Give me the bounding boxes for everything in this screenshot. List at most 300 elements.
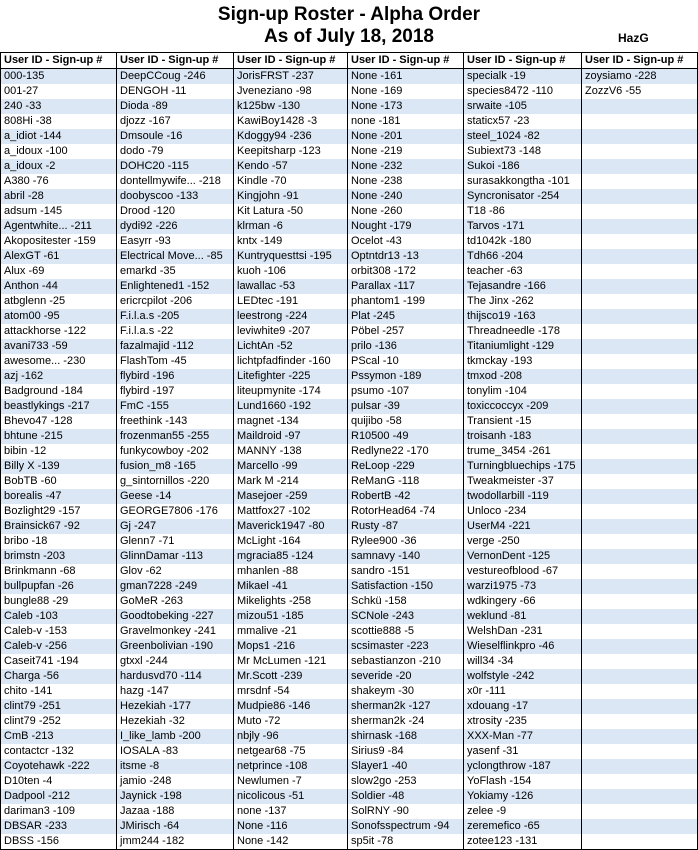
- header: [0, 0, 698, 52]
- roster-cell: Goodtobeking -227: [117, 609, 234, 624]
- table-row: [1, 384, 698, 399]
- roster-cell: Tdh66 -204: [464, 249, 582, 264]
- roster-cell: Kit Latura -50: [234, 204, 348, 219]
- roster-cell: [582, 819, 698, 834]
- roster-cell: Bhevo47 -128: [1, 414, 117, 429]
- roster-cell: sherman2k -127: [348, 699, 464, 714]
- table-row: [1, 624, 698, 639]
- roster-cell: Titaniumlight -129: [464, 339, 582, 354]
- column-header: User ID - Sign-up #: [464, 53, 582, 69]
- table-row: [1, 114, 698, 129]
- roster-cell: doobyscoo -133: [117, 189, 234, 204]
- roster-cell: R10500 -49: [348, 429, 464, 444]
- roster-cell: Anthon -44: [1, 279, 117, 294]
- roster-cell: mizou51 -185: [234, 609, 348, 624]
- roster-cell: Kindle -70: [234, 174, 348, 189]
- roster-cell: Glov -62: [117, 564, 234, 579]
- roster-cell: troisanh -183: [464, 429, 582, 444]
- table-row: [1, 489, 698, 504]
- roster-cell: Agentwhite... -211: [1, 219, 117, 234]
- roster-cell: Bozlight29 -157: [1, 504, 117, 519]
- roster-cell: a_idoux -100: [1, 144, 117, 159]
- roster-cell: azj -162: [1, 369, 117, 384]
- roster-cell: FmC -155: [117, 399, 234, 414]
- roster-cell: KawiBoy1428 -3: [234, 114, 348, 129]
- roster-cell: XXX-Man -77: [464, 729, 582, 744]
- roster-cell: verge -250: [464, 534, 582, 549]
- table-row: [1, 249, 698, 264]
- roster-cell: Caleb -103: [1, 609, 117, 624]
- roster-cell: contactcr -132: [1, 744, 117, 759]
- roster-cell: Nought -179: [348, 219, 464, 234]
- roster-cell: Badground -184: [1, 384, 117, 399]
- roster-cell: D10ten -4: [1, 774, 117, 789]
- roster-cell: avani733 -59: [1, 339, 117, 354]
- roster-cell: mmalive -21: [234, 624, 348, 639]
- roster-cell: shirnask -168: [348, 729, 464, 744]
- roster-cell: GEORGE7806 -176: [117, 504, 234, 519]
- roster-cell: x0r -111: [464, 684, 582, 699]
- roster-cell: Gj -247: [117, 519, 234, 534]
- roster-body: [1, 69, 698, 850]
- roster-cell: will34 -34: [464, 654, 582, 669]
- roster-cell: [582, 594, 698, 609]
- roster-cell: Parallax -117: [348, 279, 464, 294]
- table-row: [1, 579, 698, 594]
- roster-cell: Greenbolivian -190: [117, 639, 234, 654]
- roster-cell: JMirisch -64: [117, 819, 234, 834]
- roster-cell: MANNY -138: [234, 444, 348, 459]
- roster-cell: bullpupfan -26: [1, 579, 117, 594]
- roster-cell: Transient -15: [464, 414, 582, 429]
- roster-cell: Gravelmonkey -241: [117, 624, 234, 639]
- roster-cell: sebastianzon -210: [348, 654, 464, 669]
- roster-cell: [582, 99, 698, 114]
- roster-cell: Charga -56: [1, 669, 117, 684]
- roster-cell: UserM4 -221: [464, 519, 582, 534]
- roster-cell: liteupmynite -174: [234, 384, 348, 399]
- roster-cell: Pssymon -189: [348, 369, 464, 384]
- table-row: [1, 369, 698, 384]
- roster-cell: Schkü -158: [348, 594, 464, 609]
- roster-cell: flybird -196: [117, 369, 234, 384]
- roster-cell: [582, 714, 698, 729]
- roster-cell: brimstn -203: [1, 549, 117, 564]
- roster-cell: [582, 744, 698, 759]
- roster-cell: Rusty -87: [348, 519, 464, 534]
- roster-cell: zeremefico -65: [464, 819, 582, 834]
- column-header: User ID - Sign-up #: [348, 53, 464, 69]
- roster-cell: YoFlash -154: [464, 774, 582, 789]
- roster-cell: Alux -69: [1, 264, 117, 279]
- roster-cell: lawallac -53: [234, 279, 348, 294]
- roster-cell: None -142: [234, 834, 348, 850]
- roster-cell: [582, 834, 698, 850]
- roster-cell: mrsdnf -54: [234, 684, 348, 699]
- roster-cell: toxiccoccyx -209: [464, 399, 582, 414]
- table-row: [1, 804, 698, 819]
- roster-cell: [582, 774, 698, 789]
- roster-cell: prilo -136: [348, 339, 464, 354]
- roster-cell: Redlyne22 -170: [348, 444, 464, 459]
- table-row: [1, 774, 698, 789]
- roster-cell: Mudpie86 -146: [234, 699, 348, 714]
- roster-cell: Kingjohn -91: [234, 189, 348, 204]
- roster-cell: [582, 219, 698, 234]
- author-label: HazG: [618, 31, 649, 45]
- roster-cell: atom00 -95: [1, 309, 117, 324]
- roster-cell: [582, 474, 698, 489]
- roster-cell: AlexGT -61: [1, 249, 117, 264]
- column-header: User ID - Sign-up #: [1, 53, 117, 69]
- roster-cell: F.i.l.a.s -205: [117, 309, 234, 324]
- roster-cell: borealis -47: [1, 489, 117, 504]
- roster-cell: mgracia85 -124: [234, 549, 348, 564]
- roster-cell: [582, 369, 698, 384]
- roster-cell: tonylim -104: [464, 384, 582, 399]
- roster-cell: Hezekiah -177: [117, 699, 234, 714]
- roster-cell: Mr.Scott -239: [234, 669, 348, 684]
- roster-cell: F.i.l.a.s -22: [117, 324, 234, 339]
- table-row: [1, 99, 698, 114]
- roster-cell: [582, 339, 698, 354]
- roster-cell: adsum -145: [1, 204, 117, 219]
- roster-cell: McLight -164: [234, 534, 348, 549]
- roster-cell: [582, 249, 698, 264]
- roster-cell: Brinkmann -68: [1, 564, 117, 579]
- roster-cell: [582, 204, 698, 219]
- roster-cell: Sirius9 -84: [348, 744, 464, 759]
- roster-cell: leestrong -224: [234, 309, 348, 324]
- roster-cell: djozz -167: [117, 114, 234, 129]
- roster-cell: [582, 354, 698, 369]
- roster-cell: Wieselflinkpro -46: [464, 639, 582, 654]
- roster-cell: gtxxl -244: [117, 654, 234, 669]
- roster-cell: [582, 684, 698, 699]
- roster-cell: [582, 609, 698, 624]
- roster-cell: [582, 699, 698, 714]
- roster-cell: steel_1024 -82: [464, 129, 582, 144]
- roster-cell: freethink -143: [117, 414, 234, 429]
- roster-cell: clint79 -251: [1, 699, 117, 714]
- roster-cell: jmm244 -182: [117, 834, 234, 850]
- roster-cell: Coyotehawk -222: [1, 759, 117, 774]
- table-row: [1, 189, 698, 204]
- roster-cell: Kdoggy94 -236: [234, 129, 348, 144]
- roster-cell: GlinnDamar -113: [117, 549, 234, 564]
- roster-cell: [582, 549, 698, 564]
- roster-cell: frozenman55 -255: [117, 429, 234, 444]
- roster-cell: Tejasandre -166: [464, 279, 582, 294]
- table-row: [1, 564, 698, 579]
- roster-cell: [582, 384, 698, 399]
- table-row: [1, 789, 698, 804]
- roster-cell: shakeym -30: [348, 684, 464, 699]
- column-header: User ID - Sign-up #: [234, 53, 348, 69]
- roster-cell: abril -28: [1, 189, 117, 204]
- roster-cell: Hezekiah -32: [117, 714, 234, 729]
- roster-cell: LichtAn -52: [234, 339, 348, 354]
- roster-cell: RotorHead64 -74: [348, 504, 464, 519]
- roster-cell: severide -20: [348, 669, 464, 684]
- roster-cell: [582, 639, 698, 654]
- table-row: [1, 444, 698, 459]
- roster-cell: Glenn7 -71: [117, 534, 234, 549]
- table-row: [1, 234, 698, 249]
- roster-cell: leviwhite9 -207: [234, 324, 348, 339]
- roster-cell: nicolicous -51: [234, 789, 348, 804]
- roster-cell: 000-135: [1, 69, 117, 85]
- roster-cell: [582, 309, 698, 324]
- roster-cell: Mark M -214: [234, 474, 348, 489]
- table-row: [1, 354, 698, 369]
- roster-cell: Muto -72: [234, 714, 348, 729]
- roster-cell: BobTB -60: [1, 474, 117, 489]
- roster-cell: dariman3 -109: [1, 804, 117, 819]
- roster-cell: Kendo -57: [234, 159, 348, 174]
- roster-cell: hardusvd70 -114: [117, 669, 234, 684]
- roster-cell: None -238: [348, 174, 464, 189]
- roster-cell: Sukoi -186: [464, 159, 582, 174]
- roster-cell: Maildroid -97: [234, 429, 348, 444]
- table-row: [1, 669, 698, 684]
- roster-cell: vestureofblood -67: [464, 564, 582, 579]
- roster-cell: beastlykings -217: [1, 399, 117, 414]
- table-row: [1, 144, 698, 159]
- roster-cell: Rylee900 -36: [348, 534, 464, 549]
- roster-cell: [582, 759, 698, 774]
- header-row: [1, 53, 698, 69]
- roster-cell: Caleb-v -153: [1, 624, 117, 639]
- roster-cell: JorisFRST -237: [234, 69, 348, 85]
- roster-cell: [582, 489, 698, 504]
- table-row: [1, 759, 698, 774]
- roster-cell: GoMeR -263: [117, 594, 234, 609]
- roster-cell: Newlumen -7: [234, 774, 348, 789]
- roster-cell: None -201: [348, 129, 464, 144]
- roster-cell: surasakkongtha -101: [464, 174, 582, 189]
- roster-cell: PScal -10: [348, 354, 464, 369]
- roster-cell: Ocelot -43: [348, 234, 464, 249]
- roster-cell: bhtune -215: [1, 429, 117, 444]
- roster-cell: funkycowboy -202: [117, 444, 234, 459]
- roster-cell: bungle88 -29: [1, 594, 117, 609]
- roster-cell: IOSALA -83: [117, 744, 234, 759]
- roster-cell: RobertB -42: [348, 489, 464, 504]
- roster-cell: awesome... -230: [1, 354, 117, 369]
- roster-cell: [582, 264, 698, 279]
- roster-cell: [582, 279, 698, 294]
- roster-cell: [582, 789, 698, 804]
- roster-cell: samnavy -140: [348, 549, 464, 564]
- roster-cell: DBSS -156: [1, 834, 117, 850]
- roster-cell: DeepCCoug -246: [117, 69, 234, 85]
- roster-cell: Turningbluechips -175: [464, 459, 582, 474]
- roster-cell: wolfstyle -242: [464, 669, 582, 684]
- roster-cell: gman7228 -249: [117, 579, 234, 594]
- roster-cell: VernonDent -125: [464, 549, 582, 564]
- roster-cell: none -137: [234, 804, 348, 819]
- roster-cell: [582, 444, 698, 459]
- table-row: [1, 69, 698, 85]
- roster-cell: [582, 144, 698, 159]
- roster-cell: clint79 -252: [1, 714, 117, 729]
- roster-cell: bibin -12: [1, 444, 117, 459]
- roster-cell: yasenf -31: [464, 744, 582, 759]
- roster-cell: Jveneziano -98: [234, 84, 348, 99]
- roster-cell: a_idiot -144: [1, 129, 117, 144]
- roster-cell: [582, 729, 698, 744]
- roster-cell: tkmckay -193: [464, 354, 582, 369]
- roster-cell: LEDtec -191: [234, 294, 348, 309]
- roster-cell: netprince -108: [234, 759, 348, 774]
- roster-cell: Pöbel -257: [348, 324, 464, 339]
- roster-cell: Litefighter -225: [234, 369, 348, 384]
- roster-cell: xtrosity -235: [464, 714, 582, 729]
- roster-cell: hazg -147: [117, 684, 234, 699]
- roster-cell: [582, 414, 698, 429]
- roster-cell: ReLoop -229: [348, 459, 464, 474]
- roster-cell: slow2go -253: [348, 774, 464, 789]
- table-row: [1, 159, 698, 174]
- roster-cell: td1042k -180: [464, 234, 582, 249]
- table-row: [1, 639, 698, 654]
- roster-cell: [582, 459, 698, 474]
- column-header: User ID - Sign-up #: [117, 53, 234, 69]
- roster-cell: Subiext73 -148: [464, 144, 582, 159]
- roster-cell: Yokiamy -126: [464, 789, 582, 804]
- roster-cell: Dmsoule -16: [117, 129, 234, 144]
- roster-cell: orbit308 -172: [348, 264, 464, 279]
- roster-cell: trume_3454 -261: [464, 444, 582, 459]
- roster-cell: 808Hi -38: [1, 114, 117, 129]
- table-row: [1, 339, 698, 354]
- roster-cell: Sonofsspectrum -94: [348, 819, 464, 834]
- roster-cell: sherman2k -24: [348, 714, 464, 729]
- roster-cell: Syncronisator -254: [464, 189, 582, 204]
- roster-cell: scsimaster -223: [348, 639, 464, 654]
- roster-cell: Geese -14: [117, 489, 234, 504]
- roster-cell: Mops1 -216: [234, 639, 348, 654]
- roster-cell: [582, 129, 698, 144]
- roster-cell: psumo -107: [348, 384, 464, 399]
- table-row: [1, 744, 698, 759]
- table-row: [1, 504, 698, 519]
- roster-cell: fazalmajid -112: [117, 339, 234, 354]
- roster-cell: [582, 654, 698, 669]
- table-row: [1, 129, 698, 144]
- table-row: [1, 534, 698, 549]
- roster-cell: [582, 519, 698, 534]
- roster-cell: Jazaa -188: [117, 804, 234, 819]
- roster-cell: Easyrr -93: [117, 234, 234, 249]
- roster-cell: Threadneedle -178: [464, 324, 582, 339]
- roster-cell: atbglenn -25: [1, 294, 117, 309]
- roster-cell: Tarvos -171: [464, 219, 582, 234]
- table-row: [1, 594, 698, 609]
- roster-cell: Billy X -139: [1, 459, 117, 474]
- roster-cell: phantom1 -199: [348, 294, 464, 309]
- roster-cell: [582, 579, 698, 594]
- roster-cell: ZozzV6 -55: [582, 84, 698, 99]
- table-row: [1, 279, 698, 294]
- roster-cell: netgear68 -75: [234, 744, 348, 759]
- roster-cell: [582, 114, 698, 129]
- roster-cell: T18 -86: [464, 204, 582, 219]
- roster-cell: nbjly -96: [234, 729, 348, 744]
- roster-cell: [582, 429, 698, 444]
- roster-cell: Drood -120: [117, 204, 234, 219]
- roster-cell: [582, 399, 698, 414]
- roster-cell: Brainsick67 -92: [1, 519, 117, 534]
- roster-cell: yclongthrow -187: [464, 759, 582, 774]
- roster-cell: quijibo -58: [348, 414, 464, 429]
- roster-cell: itsme -8: [117, 759, 234, 774]
- roster-cell: zelee -9: [464, 804, 582, 819]
- table-row: [1, 174, 698, 189]
- roster-cell: bribo -18: [1, 534, 117, 549]
- roster-cell: pulsar -39: [348, 399, 464, 414]
- roster-cell: DBSAR -233: [1, 819, 117, 834]
- roster-cell: a_idoux -2: [1, 159, 117, 174]
- roster-cell: xdouang -17: [464, 699, 582, 714]
- roster-cell: [582, 189, 698, 204]
- roster-cell: [582, 324, 698, 339]
- table-row: [1, 309, 698, 324]
- roster-cell: Caseit741 -194: [1, 654, 117, 669]
- roster-cell: Jaynick -198: [117, 789, 234, 804]
- roster-cell: Enlightened1 -152: [117, 279, 234, 294]
- table-row: [1, 654, 698, 669]
- roster-cell: dodo -79: [117, 144, 234, 159]
- roster-table: [0, 52, 698, 850]
- table-row: [1, 264, 698, 279]
- table-row: [1, 219, 698, 234]
- roster-cell: Electrical Move... -85: [117, 249, 234, 264]
- table-row: [1, 819, 698, 834]
- roster-cell: [582, 294, 698, 309]
- roster-cell: [582, 669, 698, 684]
- roster-cell: FlashTom -45: [117, 354, 234, 369]
- roster-cell: kuoh -106: [234, 264, 348, 279]
- roster-cell: [582, 234, 698, 249]
- roster-cell: mhanlen -88: [234, 564, 348, 579]
- roster-cell: Marcello -99: [234, 459, 348, 474]
- roster-cell: Mikelights -258: [234, 594, 348, 609]
- roster-cell: jamio -248: [117, 774, 234, 789]
- roster-cell: flybird -197: [117, 384, 234, 399]
- roster-cell: sandro -151: [348, 564, 464, 579]
- roster-cell: none -181: [348, 114, 464, 129]
- roster-cell: None -219: [348, 144, 464, 159]
- roster-cell: The Jinx -262: [464, 294, 582, 309]
- roster-cell: WelshDan -231: [464, 624, 582, 639]
- roster-cell: scottie888 -5: [348, 624, 464, 639]
- roster-cell: specialk -19: [464, 69, 582, 85]
- roster-cell: None -240: [348, 189, 464, 204]
- roster-cell: Optntdr13 -13: [348, 249, 464, 264]
- roster-cell: lichtpfadfinder -160: [234, 354, 348, 369]
- table-row: [1, 714, 698, 729]
- roster-cell: Mr McLumen -121: [234, 654, 348, 669]
- roster-cell: DENGOH -11: [117, 84, 234, 99]
- roster-cell: Dadpool -212: [1, 789, 117, 804]
- roster-cell: Soldier -48: [348, 789, 464, 804]
- roster-cell: 001-27: [1, 84, 117, 99]
- roster-cell: warzi1975 -73: [464, 579, 582, 594]
- roster-cell: fusion_m8 -165: [117, 459, 234, 474]
- table-row: [1, 684, 698, 699]
